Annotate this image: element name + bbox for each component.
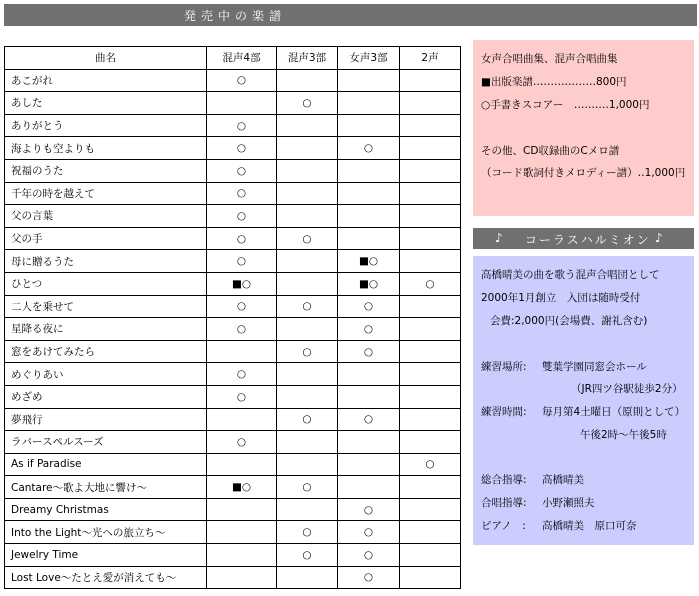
song-title: 二人を乗せて (5, 295, 207, 318)
availability-cell: ○ (277, 476, 338, 499)
availability-cell (277, 182, 338, 205)
conductor-value: 小野瀬照夫 (542, 497, 595, 509)
availability-cell (277, 431, 338, 454)
column-header: 混声4部 (207, 47, 277, 70)
availability-cell (338, 431, 400, 454)
availability-cell (277, 498, 338, 521)
song-title: Lost Love～たとえ愛が消えても～ (5, 566, 207, 589)
availability-cell (338, 182, 400, 205)
availability-cell (277, 250, 338, 273)
availability-cell (400, 498, 461, 521)
song-title: ありがとう (5, 114, 207, 137)
table-row (5, 205, 461, 228)
director-label: 総合指導: (481, 474, 527, 486)
availability-cell (400, 159, 461, 182)
availability-cell (207, 498, 277, 521)
availability-cell (400, 69, 461, 92)
pricing-line: その他、CD収録曲のCメロ譜 (481, 145, 620, 157)
chorus-title: コーラスハルミオン (525, 233, 651, 247)
availability-cell: ○ (207, 431, 277, 454)
availability-cell (400, 476, 461, 499)
availability-cell (277, 137, 338, 160)
column-header: 女声3部 (338, 47, 400, 70)
availability-cell (338, 92, 400, 115)
table-row (5, 272, 461, 295)
music-note-icon: ♪ (655, 231, 663, 245)
availability-cell: ○ (400, 453, 461, 476)
table-row (5, 566, 461, 589)
table-row (5, 498, 461, 521)
availability-cell: ○ (277, 227, 338, 250)
table-row (5, 521, 461, 544)
table-row (5, 318, 461, 341)
song-title: あした (5, 92, 207, 115)
song-title: あこがれ (5, 69, 207, 92)
availability-cell (400, 295, 461, 318)
pricing-line: 女声合唱曲集、混声合唱曲集 (481, 53, 618, 65)
availability-cell: ○ (207, 114, 277, 137)
availability-cell: ○ (338, 340, 400, 363)
availability-cell: ○ (277, 92, 338, 115)
availability-cell (277, 114, 338, 137)
venue-value: 雙葉学園同窓会ホール (542, 361, 647, 373)
availability-cell (400, 408, 461, 431)
availability-cell (277, 566, 338, 589)
table-row (5, 340, 461, 363)
song-title: As if Paradise (5, 453, 207, 476)
pricing-line: （コード歌詞付きメロディー譜）‥1,000円 (481, 167, 686, 179)
availability-cell (400, 521, 461, 544)
song-title: 海よりも空よりも (5, 137, 207, 160)
table-row (5, 385, 461, 408)
availability-cell (277, 363, 338, 386)
chorus-title-bar (473, 228, 694, 249)
availability-cell (207, 340, 277, 363)
availability-cell (400, 318, 461, 341)
score-table (4, 46, 461, 589)
venue-label: 練習場所: (481, 361, 527, 373)
availability-cell (277, 159, 338, 182)
table-row (5, 453, 461, 476)
availability-cell: ○ (338, 544, 400, 567)
availability-cell (338, 69, 400, 92)
availability-cell: ○ (207, 363, 277, 386)
availability-cell: ■○ (207, 272, 277, 295)
availability-cell (338, 385, 400, 408)
pricing-line: ■出版楽譜‥‥‥‥‥‥‥‥‥800円 (481, 76, 627, 88)
table-row (5, 295, 461, 318)
availability-cell (400, 566, 461, 589)
song-title: 窓をあけてみたら (5, 340, 207, 363)
table-header-row (5, 47, 461, 70)
availability-cell (207, 566, 277, 589)
availability-cell (277, 69, 338, 92)
availability-cell (400, 431, 461, 454)
availability-cell: ○ (338, 137, 400, 160)
availability-cell: ○ (207, 137, 277, 160)
table-row (5, 69, 461, 92)
availability-cell (400, 250, 461, 273)
availability-cell: ○ (277, 408, 338, 431)
chorus-intro: 2000年1月創立 入団は随時受付 (481, 292, 641, 304)
availability-cell (338, 453, 400, 476)
conductor-label: 合唱指導: (481, 497, 527, 509)
availability-cell (400, 544, 461, 567)
availability-cell: ○ (277, 521, 338, 544)
time-value-2: 午後2時～午後5時 (580, 429, 667, 441)
song-title: 千年の時を越えて (5, 182, 207, 205)
piano-value: 高橋晴美 原口可奈 (542, 520, 637, 532)
song-title: Dreamy Christmas (5, 498, 207, 521)
availability-cell (338, 159, 400, 182)
availability-cell (207, 453, 277, 476)
table-row (5, 227, 461, 250)
table-row (5, 476, 461, 499)
availability-cell: ○ (338, 566, 400, 589)
availability-cell: ○ (207, 227, 277, 250)
pricing-line: ○手書きスコアー ‥‥‥‥‥1,000円 (481, 99, 650, 111)
table-row (5, 408, 461, 431)
song-title: Into the Light～光への旅立ち～ (5, 521, 207, 544)
availability-cell (338, 227, 400, 250)
table-row (5, 363, 461, 386)
piano-label: ピアノ : (481, 520, 526, 532)
column-header: 2声 (400, 47, 461, 70)
availability-cell: ○ (207, 182, 277, 205)
table-row (5, 431, 461, 454)
availability-cell (338, 363, 400, 386)
column-header: 曲名 (5, 47, 207, 70)
availability-cell (400, 92, 461, 115)
availability-cell: ○ (277, 544, 338, 567)
availability-cell (400, 340, 461, 363)
song-title: 星降る夜に (5, 318, 207, 341)
song-title: 父の手 (5, 227, 207, 250)
availability-cell: ○ (338, 408, 400, 431)
availability-cell: ○ (338, 498, 400, 521)
table-row (5, 159, 461, 182)
availability-cell: ○ (400, 272, 461, 295)
director-value: 高橋晴美 (542, 474, 584, 486)
availability-cell (277, 205, 338, 228)
availability-cell (207, 521, 277, 544)
availability-cell (400, 385, 461, 408)
song-title: めざめ (5, 385, 207, 408)
table-row (5, 137, 461, 160)
availability-cell: ■○ (338, 272, 400, 295)
song-title: 祝福のうた (5, 159, 207, 182)
availability-cell: ○ (338, 295, 400, 318)
header-bar (4, 4, 697, 26)
pricing-box (473, 40, 694, 216)
table-row (5, 544, 461, 567)
availability-cell: ■○ (207, 476, 277, 499)
song-title: めぐりあい (5, 363, 207, 386)
song-title: Cantare～歌よ大地に響け～ (5, 476, 207, 499)
availability-cell: ○ (207, 295, 277, 318)
availability-cell (277, 318, 338, 341)
availability-cell (400, 363, 461, 386)
availability-cell (207, 544, 277, 567)
song-title: ひとつ (5, 272, 207, 295)
availability-cell (400, 137, 461, 160)
time-value: 毎月第4土曜日（原則として） (542, 406, 686, 418)
page-title: 発売中の楽譜 (184, 9, 287, 23)
chorus-intro: 会費:2,000円(会場費、謝礼含む) (490, 315, 648, 327)
availability-cell: ○ (207, 159, 277, 182)
availability-cell: ■○ (338, 250, 400, 273)
song-title: Jewelry Time (5, 544, 207, 567)
availability-cell (400, 227, 461, 250)
availability-cell (338, 114, 400, 137)
availability-cell (338, 205, 400, 228)
table-row (5, 182, 461, 205)
song-title: 父の言葉 (5, 205, 207, 228)
time-label: 練習時間: (481, 406, 527, 418)
availability-cell: ○ (277, 295, 338, 318)
song-title: 母に贈るうた (5, 250, 207, 273)
availability-cell (277, 272, 338, 295)
availability-cell: ○ (277, 340, 338, 363)
availability-cell: ○ (207, 318, 277, 341)
chorus-info-box (473, 256, 694, 545)
availability-cell (277, 385, 338, 408)
availability-cell (207, 408, 277, 431)
music-note-icon: ♪ (495, 231, 503, 245)
availability-cell: ○ (207, 385, 277, 408)
column-header: 混声3部 (277, 47, 338, 70)
availability-cell: ○ (207, 69, 277, 92)
availability-cell (277, 453, 338, 476)
availability-cell (400, 182, 461, 205)
chorus-intro: 高橋晴美の曲を歌う混声合唱団として (481, 269, 660, 281)
song-title: ラバースペルスーズ (5, 431, 207, 454)
availability-cell (207, 92, 277, 115)
venue-note: （JR四ツ谷駅徒歩2分） (571, 383, 683, 395)
availability-cell: ○ (207, 205, 277, 228)
table-row (5, 114, 461, 137)
availability-cell: ○ (338, 318, 400, 341)
availability-cell (400, 114, 461, 137)
availability-cell (400, 205, 461, 228)
table-row (5, 250, 461, 273)
availability-cell (338, 476, 400, 499)
availability-cell: ○ (338, 521, 400, 544)
availability-cell: ○ (207, 250, 277, 273)
table-row (5, 92, 461, 115)
song-title: 夢飛行 (5, 408, 207, 431)
